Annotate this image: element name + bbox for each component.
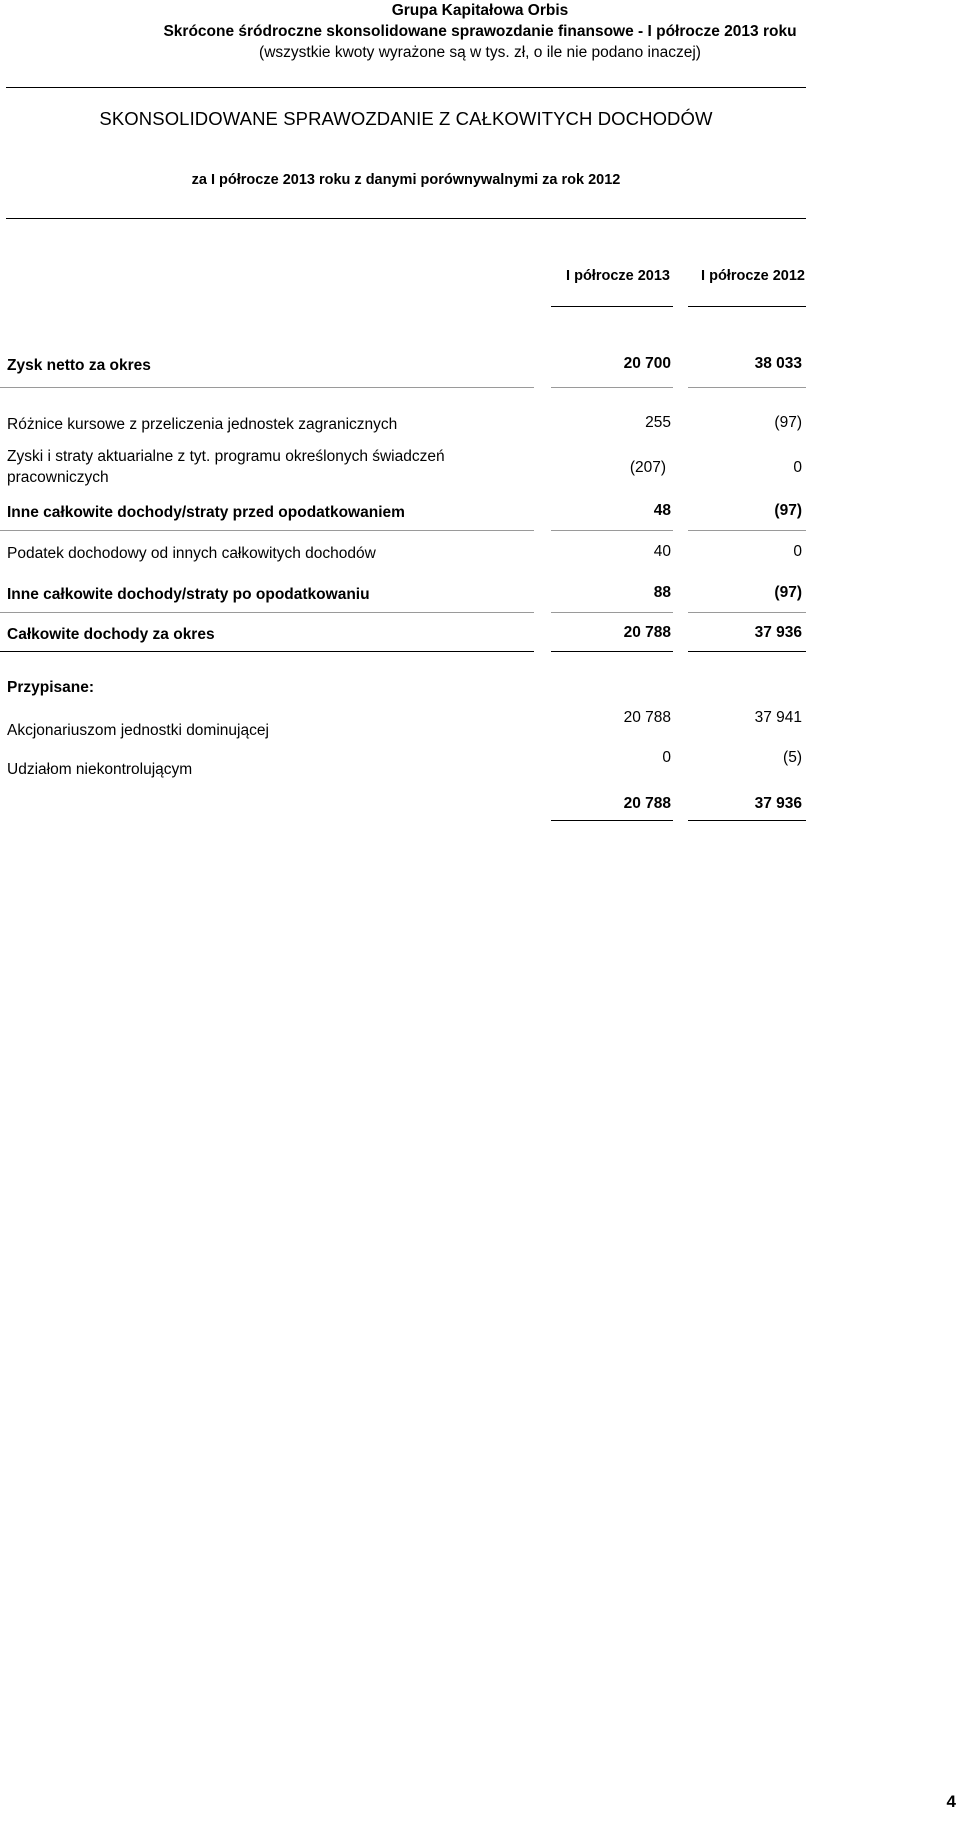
separator bbox=[688, 820, 806, 821]
row-oci-before-tax-2013: 48 bbox=[653, 502, 671, 519]
row-non-controlling-label: Udziałom niekontrolującym bbox=[7, 761, 193, 778]
row-non-controlling-2012: (5) bbox=[783, 749, 802, 766]
separator bbox=[551, 387, 673, 388]
units-note: (wszystkie kwoty wyrażone są w tys. zł, o ile nie podano inaczej) bbox=[259, 44, 701, 61]
page-header bbox=[0, 0, 960, 63]
row-actuarial-label: Zyski i straty aktuarialne z tyt. programu określonych świadczeń pracowniczych bbox=[7, 448, 445, 486]
row-oci-before-tax-2012: (97) bbox=[774, 502, 802, 519]
row-oci-before-tax-label: Inne całkowite dochody/straty przed opodatkowaniem bbox=[7, 504, 405, 521]
row-income-tax-label: Podatek dochodowy od innych całkowitych dochodów bbox=[7, 545, 376, 562]
row-actuarial-2013: (207) bbox=[629, 459, 666, 476]
separator bbox=[0, 387, 534, 388]
row-income-tax-2013: 40 bbox=[653, 543, 671, 560]
attributed-total-2012: 37 936 bbox=[754, 795, 802, 812]
row-net-profit-label: Zysk netto za okres bbox=[7, 357, 151, 374]
row-oci-after-tax-2013: 88 bbox=[653, 584, 671, 601]
separator bbox=[688, 530, 806, 531]
row-non-controlling-2013: 0 bbox=[662, 749, 671, 766]
row-oci-after-tax-2012: (97) bbox=[774, 584, 802, 601]
separator bbox=[551, 820, 673, 821]
column-header-2013: I półrocze 2013 bbox=[566, 268, 670, 284]
header-rule bbox=[6, 87, 806, 88]
row-parent-shareholders-2013: 20 788 bbox=[623, 709, 671, 726]
column-header-2012: I półrocze 2012 bbox=[701, 268, 805, 284]
separator bbox=[551, 530, 673, 531]
row-fx-differences-2013: 255 bbox=[645, 414, 671, 431]
row-oci-after-tax-label: Inne całkowite dochody/straty po opodatkowaniu bbox=[7, 586, 370, 603]
row-fx-differences-2012: (97) bbox=[774, 414, 802, 431]
row-parent-shareholders-label: Akcjonariuszom jednostki dominującej bbox=[7, 722, 269, 739]
row-net-profit-2013: 20 700 bbox=[623, 355, 671, 372]
row-income-tax-2012: 0 bbox=[793, 543, 802, 560]
row-parent-shareholders-2012: 37 941 bbox=[754, 709, 802, 726]
report-name: Skrócone śródroczne skonsolidowane sprawozdanie finansowe - I półrocze 2013 roku bbox=[163, 23, 797, 40]
attributed-total-2013: 20 788 bbox=[623, 795, 671, 812]
title-rule bbox=[6, 218, 806, 219]
column-rule-2013 bbox=[551, 306, 673, 307]
row-actuarial-2012: 0 bbox=[793, 459, 802, 476]
separator bbox=[0, 651, 534, 652]
separator bbox=[688, 612, 806, 613]
separator bbox=[551, 612, 673, 613]
separator bbox=[0, 530, 534, 531]
column-rule-2012 bbox=[688, 306, 806, 307]
statement-subtitle: za I półrocze 2013 roku z danymi porównywalnymi za rok 2012 bbox=[191, 172, 621, 188]
page-number: 4 bbox=[946, 1792, 956, 1811]
row-fx-differences-label: Różnice kursowe z przeliczenia jednostek zagranicznych bbox=[7, 416, 398, 433]
separator bbox=[688, 651, 806, 652]
company-name: Grupa Kapitałowa Orbis bbox=[391, 2, 569, 19]
row-total-comprehensive-income-label: Całkowite dochody za okres bbox=[7, 626, 215, 643]
row-net-profit-2012: 38 033 bbox=[754, 355, 802, 372]
separator bbox=[0, 612, 534, 613]
separator bbox=[551, 651, 673, 652]
attributed-heading: Przypisane: bbox=[7, 679, 95, 696]
row-total-comprehensive-income-2012: 37 936 bbox=[754, 624, 802, 641]
row-total-comprehensive-income-2013: 20 788 bbox=[623, 624, 671, 641]
statement-title: SKONSOLIDOWANE SPRAWOZDANIE Z CAŁKOWITYCH DOCHODÓW bbox=[99, 108, 713, 129]
separator bbox=[688, 387, 806, 388]
